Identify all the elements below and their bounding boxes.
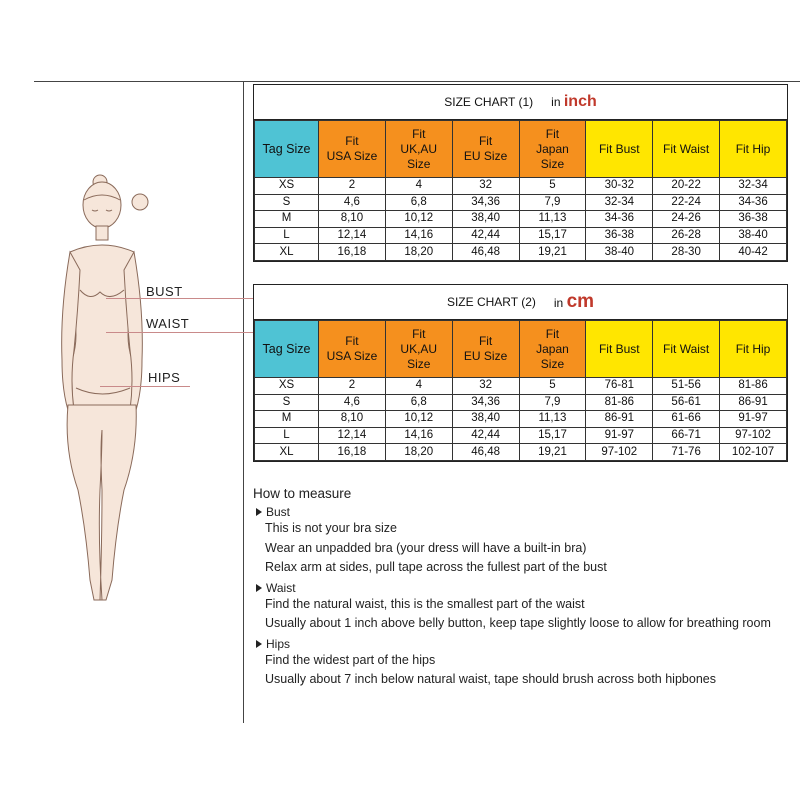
measure-heading: How to measure: [253, 486, 352, 501]
column-header-text: Japan: [536, 141, 569, 156]
table-cell: 56-61: [653, 394, 720, 411]
table-cell: 7,9: [519, 194, 586, 211]
column-header-text: Tag Size: [262, 141, 311, 156]
table-cell: 36-38: [720, 211, 787, 228]
table-cell: 71-76: [653, 444, 720, 461]
table-cell: 97-102: [720, 427, 787, 444]
top-border: [34, 81, 800, 82]
table-cell: 34-36: [586, 211, 653, 228]
column-header: [720, 321, 787, 378]
unit-label: cm: [566, 291, 595, 312]
table-cell: 34,36: [452, 194, 519, 211]
chart-title-bar: [254, 285, 787, 320]
column-header: [255, 121, 319, 178]
column-header-text: Size: [407, 156, 431, 171]
table-cell: XS: [255, 178, 319, 195]
table-cell: 38,40: [452, 411, 519, 428]
measure-instruction: Find the widest part of the hips: [265, 652, 436, 667]
header-row: [255, 121, 787, 178]
column-header-text: Fit: [478, 334, 493, 348]
table-cell: XL: [255, 444, 319, 461]
column-header: [452, 321, 519, 378]
column-header-text: Japan: [536, 341, 569, 356]
table-cell: 20-22: [653, 178, 720, 195]
table-row: [255, 194, 787, 211]
measure-section-title: [253, 637, 798, 651]
measure-instruction: Relax arm at sides, pull tape across the fullest part of the bust: [265, 560, 607, 574]
table-row: [255, 211, 787, 228]
column-header: [319, 321, 386, 378]
table-row: [255, 394, 787, 411]
header-row: [255, 321, 787, 378]
section-title-text: Waist: [266, 580, 296, 595]
table-cell: 18,20: [385, 444, 452, 461]
table-cell: L: [255, 427, 319, 444]
table-cell: 42,44: [452, 227, 519, 244]
body-figure-illustration: [40, 160, 240, 620]
measure-instruction: Usually about 1 inch above belly button, keep tape slightly loose to allow for breathing room: [265, 616, 771, 630]
table-cell: 8,10: [319, 411, 386, 428]
column-header: [452, 121, 519, 178]
bullet-triangle-icon: [256, 584, 262, 592]
table-cell: 28-30: [653, 244, 720, 261]
table-row: [255, 178, 787, 195]
table-cell: 32: [452, 178, 519, 195]
table-cell: 19,21: [519, 244, 586, 261]
table-cell: M: [255, 211, 319, 228]
bullet-triangle-icon: [256, 640, 262, 648]
table-cell: S: [255, 194, 319, 211]
measure-instruction: Wear an unpadded bra (your dress will have a built-in bra): [265, 540, 587, 555]
column-header: [653, 121, 720, 178]
column-header: [255, 321, 319, 378]
table-body: [255, 378, 787, 461]
table-cell: 19,21: [519, 444, 586, 461]
section-title-text: Bust: [266, 505, 291, 519]
column-header: [519, 121, 586, 178]
table-row: [255, 411, 787, 428]
table-cell: 76-81: [586, 378, 653, 395]
table-cell: 2: [319, 178, 386, 195]
table-cell: 15,17: [519, 427, 586, 444]
table-cell: 86-91: [586, 411, 653, 428]
table-body: [255, 178, 787, 261]
waist-marker-line: [106, 332, 256, 333]
size-table: [254, 320, 787, 461]
column-header: [385, 121, 452, 178]
table-cell: 16,18: [319, 444, 386, 461]
table-cell: M: [255, 411, 319, 428]
column-header: [653, 321, 720, 378]
table-cell: 26-28: [653, 227, 720, 244]
column-header-text: Fit: [478, 134, 493, 148]
table-cell: 11,13: [519, 211, 586, 228]
column-header: [720, 121, 787, 178]
table-cell: 40-42: [720, 244, 787, 261]
table-cell: 61-66: [653, 411, 720, 428]
unit-label: inch: [563, 93, 597, 110]
table-cell: 10,12: [385, 211, 452, 228]
table-cell: XS: [255, 378, 319, 395]
column-header-text: Fit Waist: [663, 341, 710, 356]
how-to-measure: [253, 486, 798, 690]
column-header: [519, 321, 586, 378]
table-cell: 32: [452, 378, 519, 395]
table-row: [255, 244, 787, 261]
table-cell: 6,8: [385, 394, 452, 411]
table-cell: 16,18: [319, 244, 386, 261]
section-title-text: Hips: [266, 636, 291, 651]
table-row: [255, 227, 787, 244]
table-cell: 30-32: [586, 178, 653, 195]
column-header-text: Fit Bust: [598, 141, 640, 156]
column-header-text: EU Size: [463, 149, 508, 163]
table-cell: 81-86: [586, 394, 653, 411]
unit-prefix: in inch: [551, 93, 597, 110]
table-cell: 4: [385, 378, 452, 395]
hips-marker-line: [100, 386, 190, 387]
table-cell: 24-26: [653, 211, 720, 228]
table-cell: 66-71: [653, 427, 720, 444]
column-header-text: EU Size: [463, 349, 508, 363]
size-table: [254, 120, 787, 261]
table-cell: 4: [385, 178, 452, 195]
column-header-text: Fit: [545, 326, 560, 341]
column-header-text: USA Size: [326, 149, 378, 163]
table-cell: 91-97: [586, 427, 653, 444]
column-header-text: UK,AU: [400, 341, 438, 356]
table-cell: 5: [519, 178, 586, 195]
table-row: [255, 378, 787, 395]
table-cell: 51-56: [653, 378, 720, 395]
table-cell: 8,10: [319, 211, 386, 228]
measure-instruction: This is not your bra size: [265, 521, 397, 535]
table-row: [255, 444, 787, 461]
table-cell: L: [255, 227, 319, 244]
table-cell: 7,9: [519, 394, 586, 411]
table-cell: 18,20: [385, 244, 452, 261]
column-header-text: Fit Waist: [663, 141, 710, 156]
table-cell: 5: [519, 378, 586, 395]
left-divider: [243, 81, 244, 723]
column-header-text: Size: [540, 156, 565, 171]
hips-label: HIPS: [148, 370, 181, 385]
column-header: [586, 321, 653, 378]
size-chart-cm: [253, 284, 788, 462]
bullet-triangle-icon: [256, 508, 262, 516]
column-header-text: Tag Size: [262, 341, 311, 356]
table-cell: 38-40: [720, 227, 787, 244]
table-cell: 91-97: [720, 411, 787, 428]
chart-title: SIZE CHART (1): [444, 95, 534, 109]
table-cell: 22-24: [653, 194, 720, 211]
table-cell: 38,40: [452, 211, 519, 228]
measure-instruction: Find the natural waist, this is the smallest part of the waist: [265, 596, 585, 611]
table-cell: 38-40: [586, 244, 653, 261]
bust-label: BUST: [146, 284, 183, 299]
table-cell: 14,16: [385, 427, 452, 444]
column-header: [385, 321, 452, 378]
table-cell: 102-107: [720, 444, 787, 461]
measure-section-title: [253, 581, 798, 595]
column-header-text: Fit: [545, 126, 560, 141]
table-cell: 46,48: [452, 444, 519, 461]
table-cell: 11,13: [519, 411, 586, 428]
chart-title-bar: [254, 85, 787, 120]
table-cell: 4,6: [319, 394, 386, 411]
measure-instruction: Usually about 7 inch below natural waist, tape should brush across both hipbones: [265, 672, 716, 686]
table-cell: XL: [255, 244, 319, 261]
table-cell: 42,44: [452, 427, 519, 444]
waist-label: WAIST: [146, 316, 190, 331]
table-row: [255, 427, 787, 444]
column-header-text: Fit: [412, 126, 426, 141]
table-cell: 12,14: [319, 227, 386, 244]
table-cell: 97-102: [586, 444, 653, 461]
column-header-text: Fit Hip: [735, 341, 771, 356]
column-header: [586, 121, 653, 178]
table-cell: 46,48: [452, 244, 519, 261]
table-cell: 14,16: [385, 227, 452, 244]
column-header-text: Fit Bust: [598, 341, 640, 356]
table-cell: 15,17: [519, 227, 586, 244]
column-header-text: Fit Hip: [735, 141, 771, 156]
measure-sections: [253, 505, 798, 690]
measure-section-title: [253, 505, 798, 519]
table-cell: 32-34: [720, 178, 787, 195]
column-header-text: Fit: [345, 334, 359, 348]
chart-title: SIZE CHART (2): [446, 295, 536, 309]
column-header-text: Fit: [345, 134, 359, 148]
table-cell: 2: [319, 378, 386, 395]
table-cell: 12,14: [319, 427, 386, 444]
table-cell: 34,36: [452, 394, 519, 411]
table-cell: 36-38: [586, 227, 653, 244]
column-header-text: USA Size: [326, 349, 378, 363]
column-header-text: Size: [407, 356, 431, 371]
table-cell: 81-86: [720, 378, 787, 395]
unit-prefix: in cm: [553, 291, 595, 312]
table-cell: 32-34: [586, 194, 653, 211]
table-cell: S: [255, 394, 319, 411]
table-cell: 86-91: [720, 394, 787, 411]
column-header-text: Fit: [412, 326, 426, 341]
table-cell: 34-36: [720, 194, 787, 211]
size-chart-inch: [253, 84, 788, 262]
table-cell: 4,6: [319, 194, 386, 211]
column-header: [319, 121, 386, 178]
table-cell: 6,8: [385, 194, 452, 211]
column-header-text: UK,AU: [400, 141, 438, 156]
table-cell: 10,12: [385, 411, 452, 428]
woman-figure-icon: [40, 160, 240, 620]
column-header-text: Size: [540, 356, 565, 371]
